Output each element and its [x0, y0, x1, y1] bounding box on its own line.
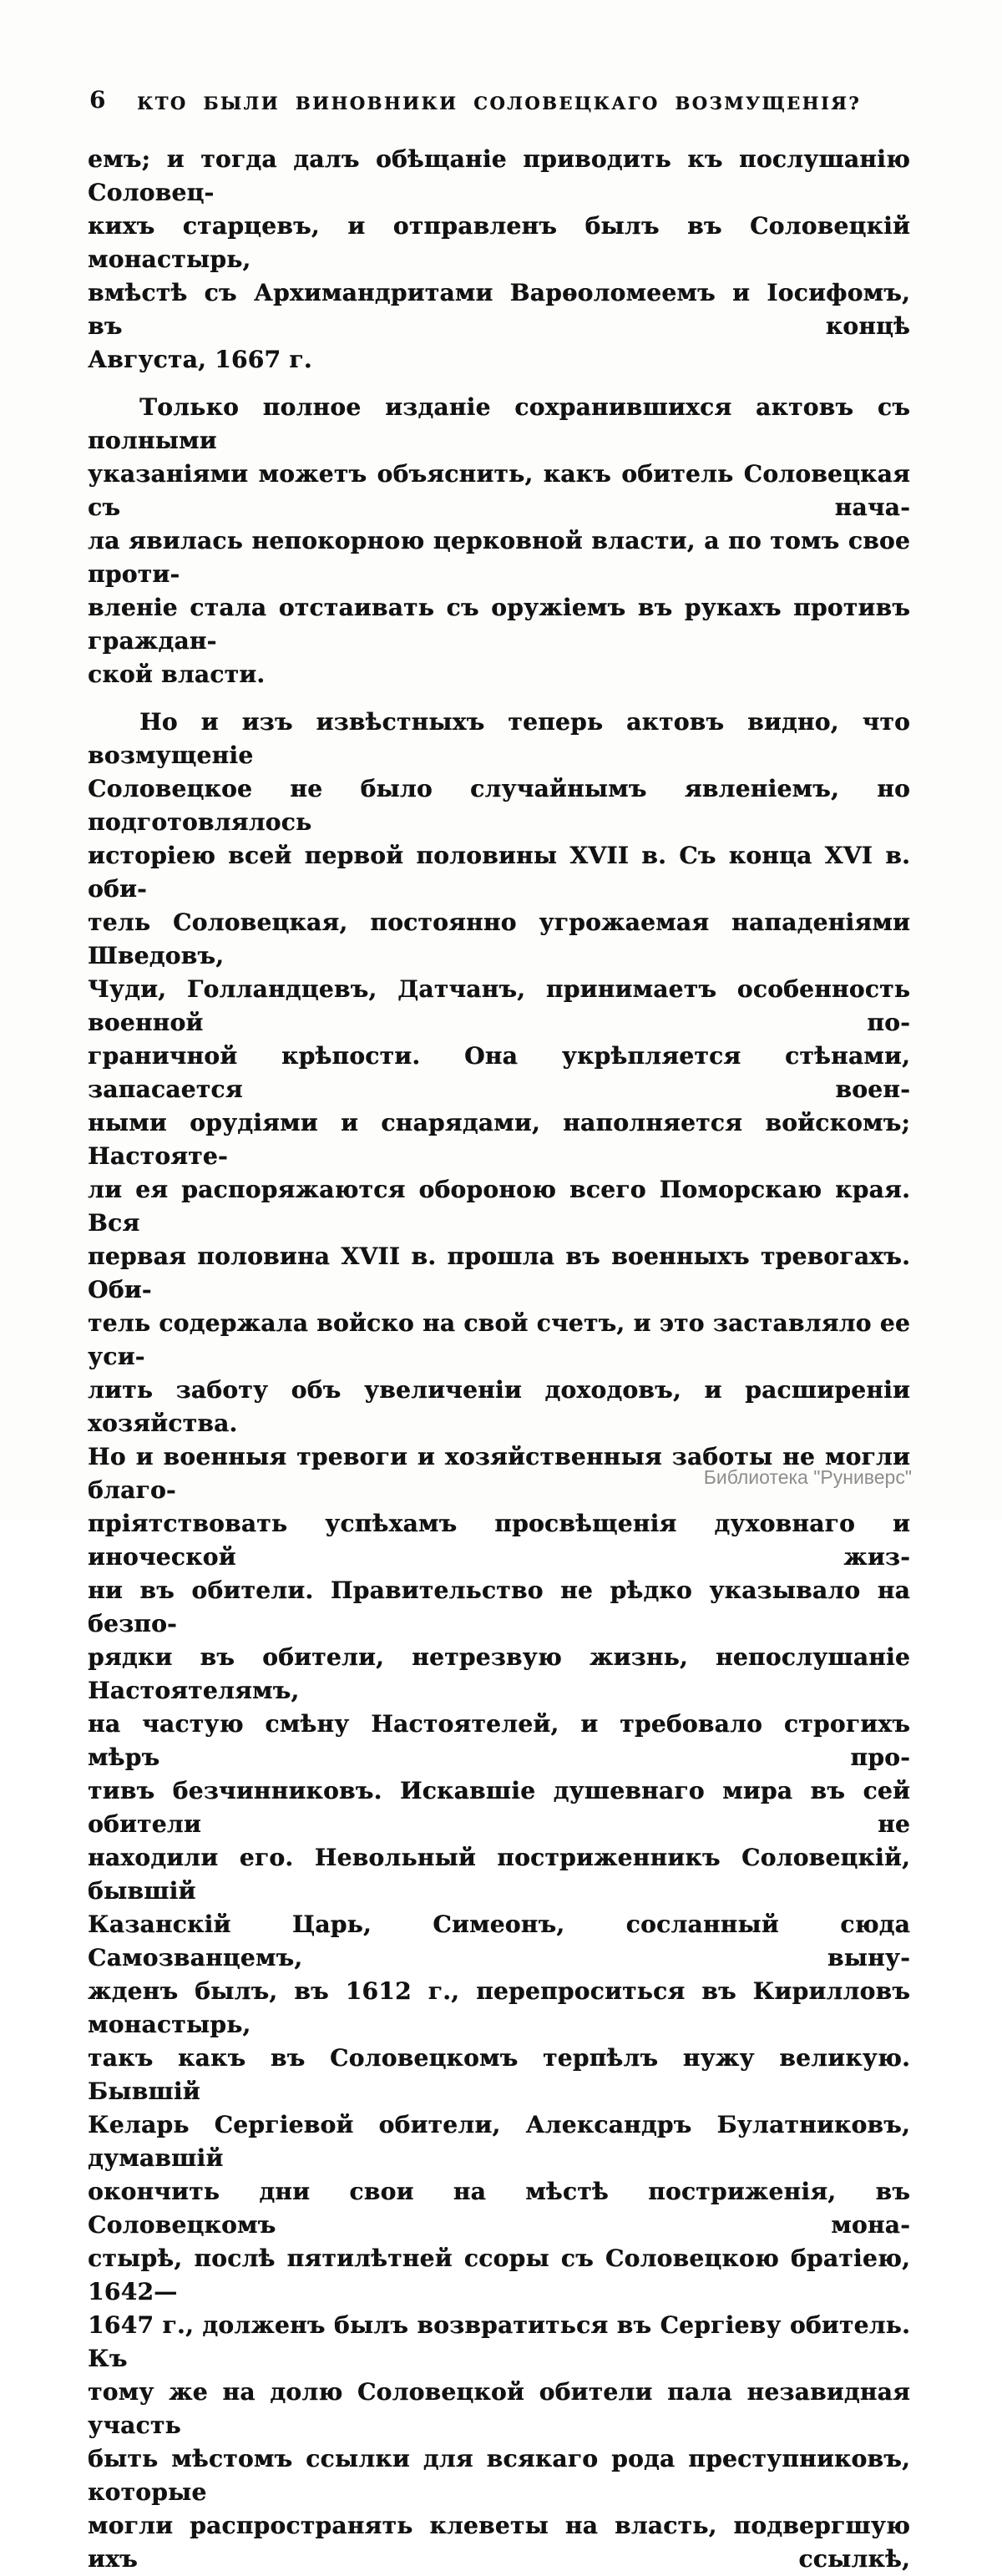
text-line: окончить дни свои на мѣстѣ постриженія, въ Соловецкомъ мона-	[88, 2178, 910, 2239]
text-line: тель содержала войско на свой счетъ, и это заставляло ее уси-	[88, 1309, 910, 1370]
text-line: ни въ обители. Правительство не рѣдко указывало на безпо-	[88, 1576, 910, 1637]
text-line: Но и военныя тревоги и хозяйственныя заботы не могли благо-	[88, 1443, 910, 1504]
text-line: ской власти.	[88, 660, 266, 688]
text-line: на частую смѣну Настоятелей, и требовало строгихъ мѣръ про-	[88, 1710, 910, 1771]
text-line: Чуди, Голландцевъ, Датчанъ, принимаетъ особенность военной по-	[88, 975, 910, 1036]
text-line: быть мѣстомъ ссылки для всякаго рода преступниковъ, которые	[88, 2445, 910, 2506]
running-title: КТО БЫЛИ ВИНОВНИКИ СОЛОВЕЦКАГО ВОЗМУЩЕНІЯ?	[137, 93, 861, 114]
body-text	[88, 143, 910, 2576]
paragraph	[88, 143, 910, 377]
text-line: рядки въ обители, нетрезвую жизнь, непослушаніе Настоятелямъ,	[88, 1643, 910, 1704]
text-line: Казанскій Царь, Симеонъ, сосланный сюда Самозванцемъ, выну-	[88, 1910, 910, 1971]
text-line: первая половина XVII в. прошла въ военныхъ тревогахъ. Оби-	[88, 1242, 910, 1303]
text-line: ла явилась непокорною церковной власти, а по томъ свое проти-	[88, 527, 910, 588]
page-content	[88, 86, 910, 2576]
text-line: ными орудіями и снарядами, наполняется войскомъ; Настояте-	[88, 1109, 910, 1170]
library-watermark: Библиотека "Руниверс"	[703, 1466, 912, 1488]
text-line: жденъ былъ, въ 1612 г., перепроситься въ Кирилловъ монастырь,	[88, 1977, 910, 2038]
text-line: лить заботу объ увеличеніи доходовъ, и расширеніи хозяйства.	[88, 1376, 910, 1437]
text-line: Но и изъ извѣстныхъ теперь актовъ видно, что возмущеніе	[88, 708, 910, 769]
text-line: тивъ безчинниковъ. Искавшіе душевнаго мира въ сей обители не	[88, 1777, 910, 1838]
page-header	[88, 86, 910, 121]
text-line: Соловецкое не было случайнымъ явленіемъ, но подготовлялось	[88, 775, 910, 836]
text-line: стырѣ, послѣ пятилѣтней ссоры съ Соловецкою братіею, 1642—	[88, 2245, 910, 2305]
text-line: ли ея распоряжаются обороною всего Поморскаю края. Вся	[88, 1176, 910, 1237]
text-line: 1647 г., долженъ былъ возвратиться въ Сергіеву обитель. Къ	[88, 2311, 910, 2372]
text-line: пріятствовать успѣхамъ просвѣщенія духовнаго и иноческой жиз-	[88, 1510, 910, 1571]
text-line: указаніями можетъ объяснить, какъ обитель Соловецкая съ нача-	[88, 460, 910, 521]
text-line: Августа, 1667 г.	[88, 346, 312, 373]
text-line: исторіею всей первой половины XVII в. Съ конца XVI в. оби-	[88, 842, 910, 903]
page-number: 6	[89, 86, 106, 114]
text-line: вленіе стала отстаивать съ оружіемъ въ рукахъ противъ граждан-	[88, 594, 910, 655]
text-line: граничной крѣпости. Она укрѣпляется стѣнами, запасается воен-	[88, 1042, 910, 1103]
text-line: Келарь Сергіевой обители, Александръ Булатниковъ, думавшій	[88, 2111, 910, 2172]
text-line: такъ какъ въ Соловецкомъ терпѣлъ нужу великую. Бывшій	[88, 2044, 910, 2105]
text-line: Только полное изданіе сохранившихся актовъ съ полными	[88, 393, 910, 454]
text-line: емъ; и тогда далъ обѣщаніе приводить къ послушанію Соловец-	[88, 145, 910, 206]
text-line: вмѣстѣ съ Архимандритами Варѳоломеемъ и Іосифомъ, въ концѣ	[88, 279, 910, 340]
text-line: находили его. Невольный постриженникъ Соловецкій, бывшій	[88, 1844, 910, 1905]
paragraph	[88, 706, 910, 2576]
text-line: могли распространять клеветы на власть, подвергшую ихъ ссылкѣ,	[88, 2512, 910, 2573]
paragraph	[88, 391, 910, 691]
text-line: тому же на долю Соловецкой обители пала незавидная участь	[88, 2378, 910, 2439]
text-line: кихъ старцевъ, и отправленъ былъ въ Соловецкій монастырь,	[88, 212, 910, 273]
text-line: тель Соловецкая, постоянно угрожаемая нападеніями Шведовъ,	[88, 908, 910, 969]
